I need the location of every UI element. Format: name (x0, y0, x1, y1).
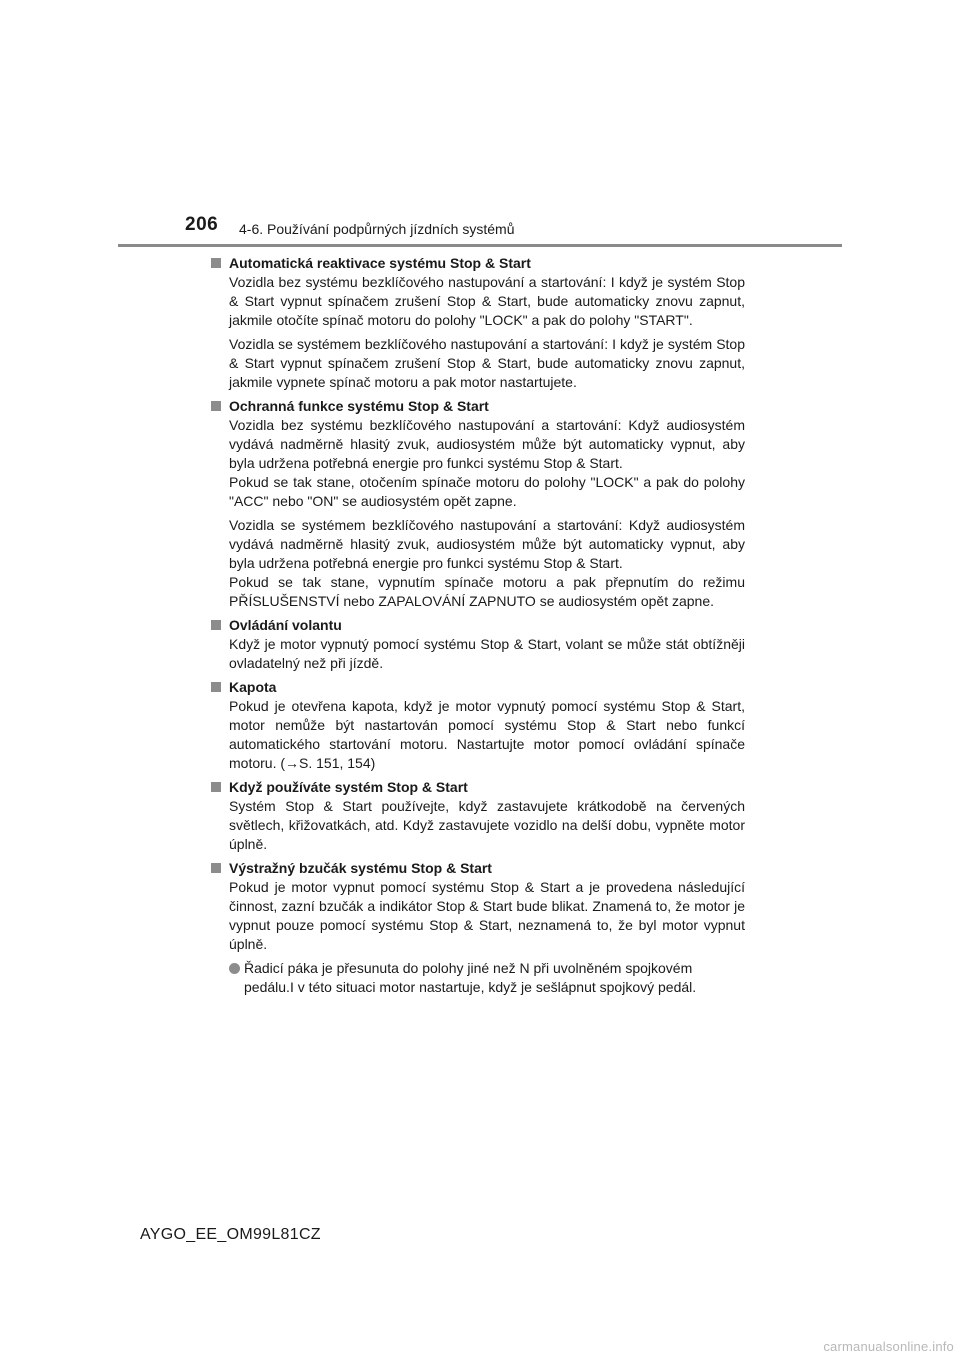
square-bullet-icon (211, 863, 221, 873)
document-code: AYGO_EE_OM99L81CZ (140, 1226, 321, 1243)
page-content (210, 254, 745, 1002)
text-line: Vozidla bez systému bezklíčového nastupování a startování: Když audiosystém vydává nadměrně hlasitý zvuk, audiosystém může být automaticky vypnut, aby byla udržena potřebná energie pro funkci systému Stop & Start. (229, 417, 745, 471)
text-line: I v této situaci motor nastartuje, když je sešlápnut spojkový pedál. (289, 979, 697, 995)
paragraph (229, 635, 745, 673)
section-heading (210, 616, 745, 635)
page-number: 206 (185, 214, 219, 235)
paragraph (229, 697, 745, 773)
square-bullet-icon (211, 258, 221, 268)
square-bullet-icon (211, 782, 221, 792)
text-line: Řadicí páka je přesunuta do polohy jiné než N při uvolněném spojkovém pedálu. (244, 960, 693, 995)
text-line: Systém Stop & Start používejte, když zastavujete krátkodobě na červených světlech, křižovatkách, atd. Když zastavujete vozidlo na delší dobu, vypněte motor úplně. (229, 798, 745, 852)
text-line: Vozidla se systémem bezklíčového nastupování a startování: Když audiosystém vydává nadměrně hlasitý zvuk, audiosystém může být automaticky vypnut, aby byla udržena potřebná energie pro funkci systému Stop & Start. (229, 517, 745, 571)
text-line: Pokud je motor vypnut pomocí systému Stop & Start a je provedena následující činnost, zazní bzučák a indikátor Stop & Start bude blikat. Znamená to, že motor je vypnut pouze pomocí systému Stop & Start, neznamená to, že byl motor vypnut úplně. (229, 879, 745, 952)
round-bullet-icon (229, 963, 240, 974)
section-heading-text: Když používáte systém Stop & Start (229, 779, 468, 795)
section-heading-text: Automatická reaktivace systému Stop & Start (229, 255, 531, 271)
paragraph (229, 797, 745, 854)
section-heading (210, 778, 745, 797)
section (210, 859, 745, 997)
header-divider (118, 244, 842, 247)
text-line: Vozidla bez systému bezklíčového nastupování a startování: I když je systém Stop & Start vypnut spínačem zrušení Stop & Start, bude automaticky znovu zapnut, jakmile otočíte spínač motoru do polohy "LOCK" a pak do polohy "START". (229, 274, 745, 328)
paragraph (229, 416, 745, 511)
section-heading-text: Ochranná funkce systému Stop & Start (229, 398, 489, 414)
section (210, 397, 745, 611)
bullet-item (229, 959, 745, 997)
section-heading-text: Výstražný bzučák systému Stop & Start (229, 860, 492, 876)
section-heading (210, 859, 745, 878)
section-heading (210, 254, 745, 273)
bullet-text (244, 959, 745, 997)
section-heading-text: Kapota (229, 679, 277, 695)
section-heading (210, 397, 745, 416)
section-heading (210, 678, 745, 697)
section (210, 678, 745, 773)
section-heading-text: Ovládání volantu (229, 617, 342, 633)
watermark: carmanualsonline.info (823, 1339, 954, 1354)
section (210, 778, 745, 854)
chapter-title: 4-6. Používání podpůrných jízdních systémů (239, 221, 515, 237)
paragraph (229, 273, 745, 330)
paragraph (229, 878, 745, 954)
paragraph (229, 516, 745, 611)
square-bullet-icon (211, 401, 221, 411)
text-line: Pokud je otevřena kapota, když je motor vypnutý pomocí systému Stop & Start, motor nemůže být nastartován pomocí systému Stop & Start nebo funkcí automatického startování motoru. Nastartujte motor pomocí ovládání spínače motoru. (→S. 151, 154) (229, 698, 745, 771)
text-line: Pokud se tak stane, otočením spínače motoru do polohy "LOCK" a pak do polohy "ACC" nebo "ON" se audiosystém opět zapne. (229, 474, 745, 509)
text-line: Vozidla se systémem bezklíčového nastupování a startování: I když je systém Stop & Start vypnut spínačem zrušení Stop & Start, bude automaticky znovu zapnut, jakmile vypnete spínač motoru a pak motor nastartujete. (229, 336, 745, 390)
square-bullet-icon (211, 682, 221, 692)
paragraph (229, 335, 745, 392)
text-line: Když je motor vypnutý pomocí systému Stop & Start, volant se může stát obtížněji ovladatelný než při jízdě. (229, 636, 745, 671)
section (210, 616, 745, 673)
section (210, 254, 745, 392)
text-line: Pokud se tak stane, vypnutím spínače motoru a pak přepnutím do režimu PŘÍSLUŠENSTVÍ nebo ZAPALOVÁNÍ ZAPNUTO se audiosystém opět zapne. (229, 574, 745, 609)
square-bullet-icon (211, 620, 221, 630)
